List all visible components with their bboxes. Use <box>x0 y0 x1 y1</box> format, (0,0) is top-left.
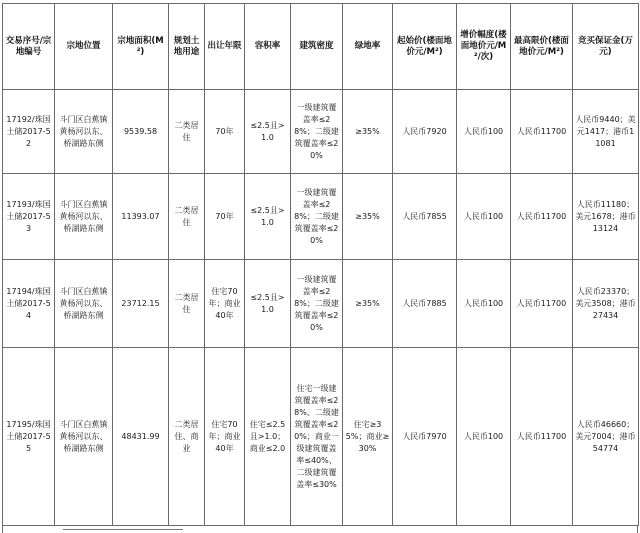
cell-increment: 人民币100 <box>457 90 511 174</box>
cell-term: 70年 <box>205 90 245 174</box>
header-cell-use: 规划土地用途 <box>169 4 205 90</box>
cell-start-price: 人民币7970 <box>393 348 457 526</box>
cell-area: 11393.07 <box>113 174 169 260</box>
land-auction-table-container <box>2 3 638 526</box>
footer-rule <box>63 529 183 530</box>
cell-density: 一级建筑覆盖率≤28%；二级建筑覆盖率≤20% <box>291 260 343 348</box>
cell-id: 17195/珠国土储2017-55 <box>3 348 55 526</box>
cell-area: 9539.58 <box>113 90 169 174</box>
cell-use: 二类居住 <box>169 174 205 260</box>
cell-increment: 人民币100 <box>457 260 511 348</box>
cell-increment: 人民币100 <box>457 348 511 526</box>
cell-far: ≤2.5且>1.0 <box>245 90 291 174</box>
cell-area: 48431.99 <box>113 348 169 526</box>
cell-density: 一级建筑覆盖率≤28%；二级建筑覆盖率≤20% <box>291 174 343 260</box>
header-cell-far: 容积率 <box>245 4 291 90</box>
table-row <box>3 174 639 260</box>
cell-term: 住宅70年；商业40年 <box>205 260 245 348</box>
cell-start-price: 人民币7920 <box>393 90 457 174</box>
table-footer-strip <box>2 525 638 533</box>
cell-location: 斗门区白蕉镇黄杨河以东、桥湖路东侧 <box>55 348 113 526</box>
cell-area: 23712.15 <box>113 260 169 348</box>
header-cell-start-price: 起始价(楼面地价元/M²) <box>393 4 457 90</box>
cell-term: 住宅70年；商业40年 <box>205 348 245 526</box>
cell-id: 17193/珠国土储2017-53 <box>3 174 55 260</box>
cell-far: 住宅≤2.5且>1.0；商业≤2.0 <box>245 348 291 526</box>
header-cell-location: 宗地位置 <box>55 4 113 90</box>
cell-use: 二类居住 <box>169 260 205 348</box>
cell-max-price: 人民币11700 <box>511 90 573 174</box>
cell-increment: 人民币100 <box>457 174 511 260</box>
cell-far: ≤2.5且>1.0 <box>245 260 291 348</box>
cell-green: ≥35% <box>343 174 393 260</box>
cell-use: 二类居住 <box>169 90 205 174</box>
cell-term: 70年 <box>205 174 245 260</box>
cell-density: 一级建筑覆盖率≤28%；二级建筑覆盖率≤20% <box>291 90 343 174</box>
cell-max-price: 人民币11700 <box>511 174 573 260</box>
cell-deposit: 人民币9440；美元1417；港币11081 <box>573 90 639 174</box>
cell-far: ≤2.5且>1.0 <box>245 174 291 260</box>
table-row <box>3 260 639 348</box>
cell-id: 17194/珠国土储2017-54 <box>3 260 55 348</box>
cell-green: ≥35% <box>343 260 393 348</box>
land-auction-table <box>2 3 639 526</box>
cell-max-price: 人民币11700 <box>511 260 573 348</box>
cell-id: 17192/珠国土储2017-52 <box>3 90 55 174</box>
header-cell-id: 交易序号/宗地编号 <box>3 4 55 90</box>
table-row <box>3 90 639 174</box>
cell-start-price: 人民币7885 <box>393 260 457 348</box>
cell-location: 斗门区白蕉镇黄杨河以东、桥湖路东侧 <box>55 90 113 174</box>
cell-location: 斗门区白蕉镇黄杨河以东、桥湖路东侧 <box>55 260 113 348</box>
header-cell-deposit: 竞买保证金(万元) <box>573 4 639 90</box>
header-cell-term: 出让年限 <box>205 4 245 90</box>
cell-deposit: 人民币46660；美元7004；港币54774 <box>573 348 639 526</box>
header-cell-max-price: 最高限价(楼面地价元/M²) <box>511 4 573 90</box>
cell-use: 二类居住、商业 <box>169 348 205 526</box>
table-row <box>3 348 639 526</box>
header-cell-green: 绿地率 <box>343 4 393 90</box>
cell-density: 住宅一级建筑覆盖率≤28%、二级建筑覆盖率≤20%；商业一级建筑覆盖率≤40%、二级建筑覆盖率≤30% <box>291 348 343 526</box>
table-header-row <box>3 4 639 90</box>
cell-green: ≥35% <box>343 90 393 174</box>
cell-start-price: 人民币7855 <box>393 174 457 260</box>
cell-green: 住宅≥35%；商业≥30% <box>343 348 393 526</box>
cell-max-price: 人民币11700 <box>511 348 573 526</box>
cell-location: 斗门区白蕉镇黄杨河以东、桥湖路东侧 <box>55 174 113 260</box>
header-cell-area: 宗地面积(M²) <box>113 4 169 90</box>
header-cell-density: 建筑密度 <box>291 4 343 90</box>
header-cell-increment: 增价幅度(楼面地价元/M²/次) <box>457 4 511 90</box>
cell-deposit: 人民币11180；美元1678；港币13124 <box>573 174 639 260</box>
cell-deposit: 人民币23370；美元3508；港币27434 <box>573 260 639 348</box>
